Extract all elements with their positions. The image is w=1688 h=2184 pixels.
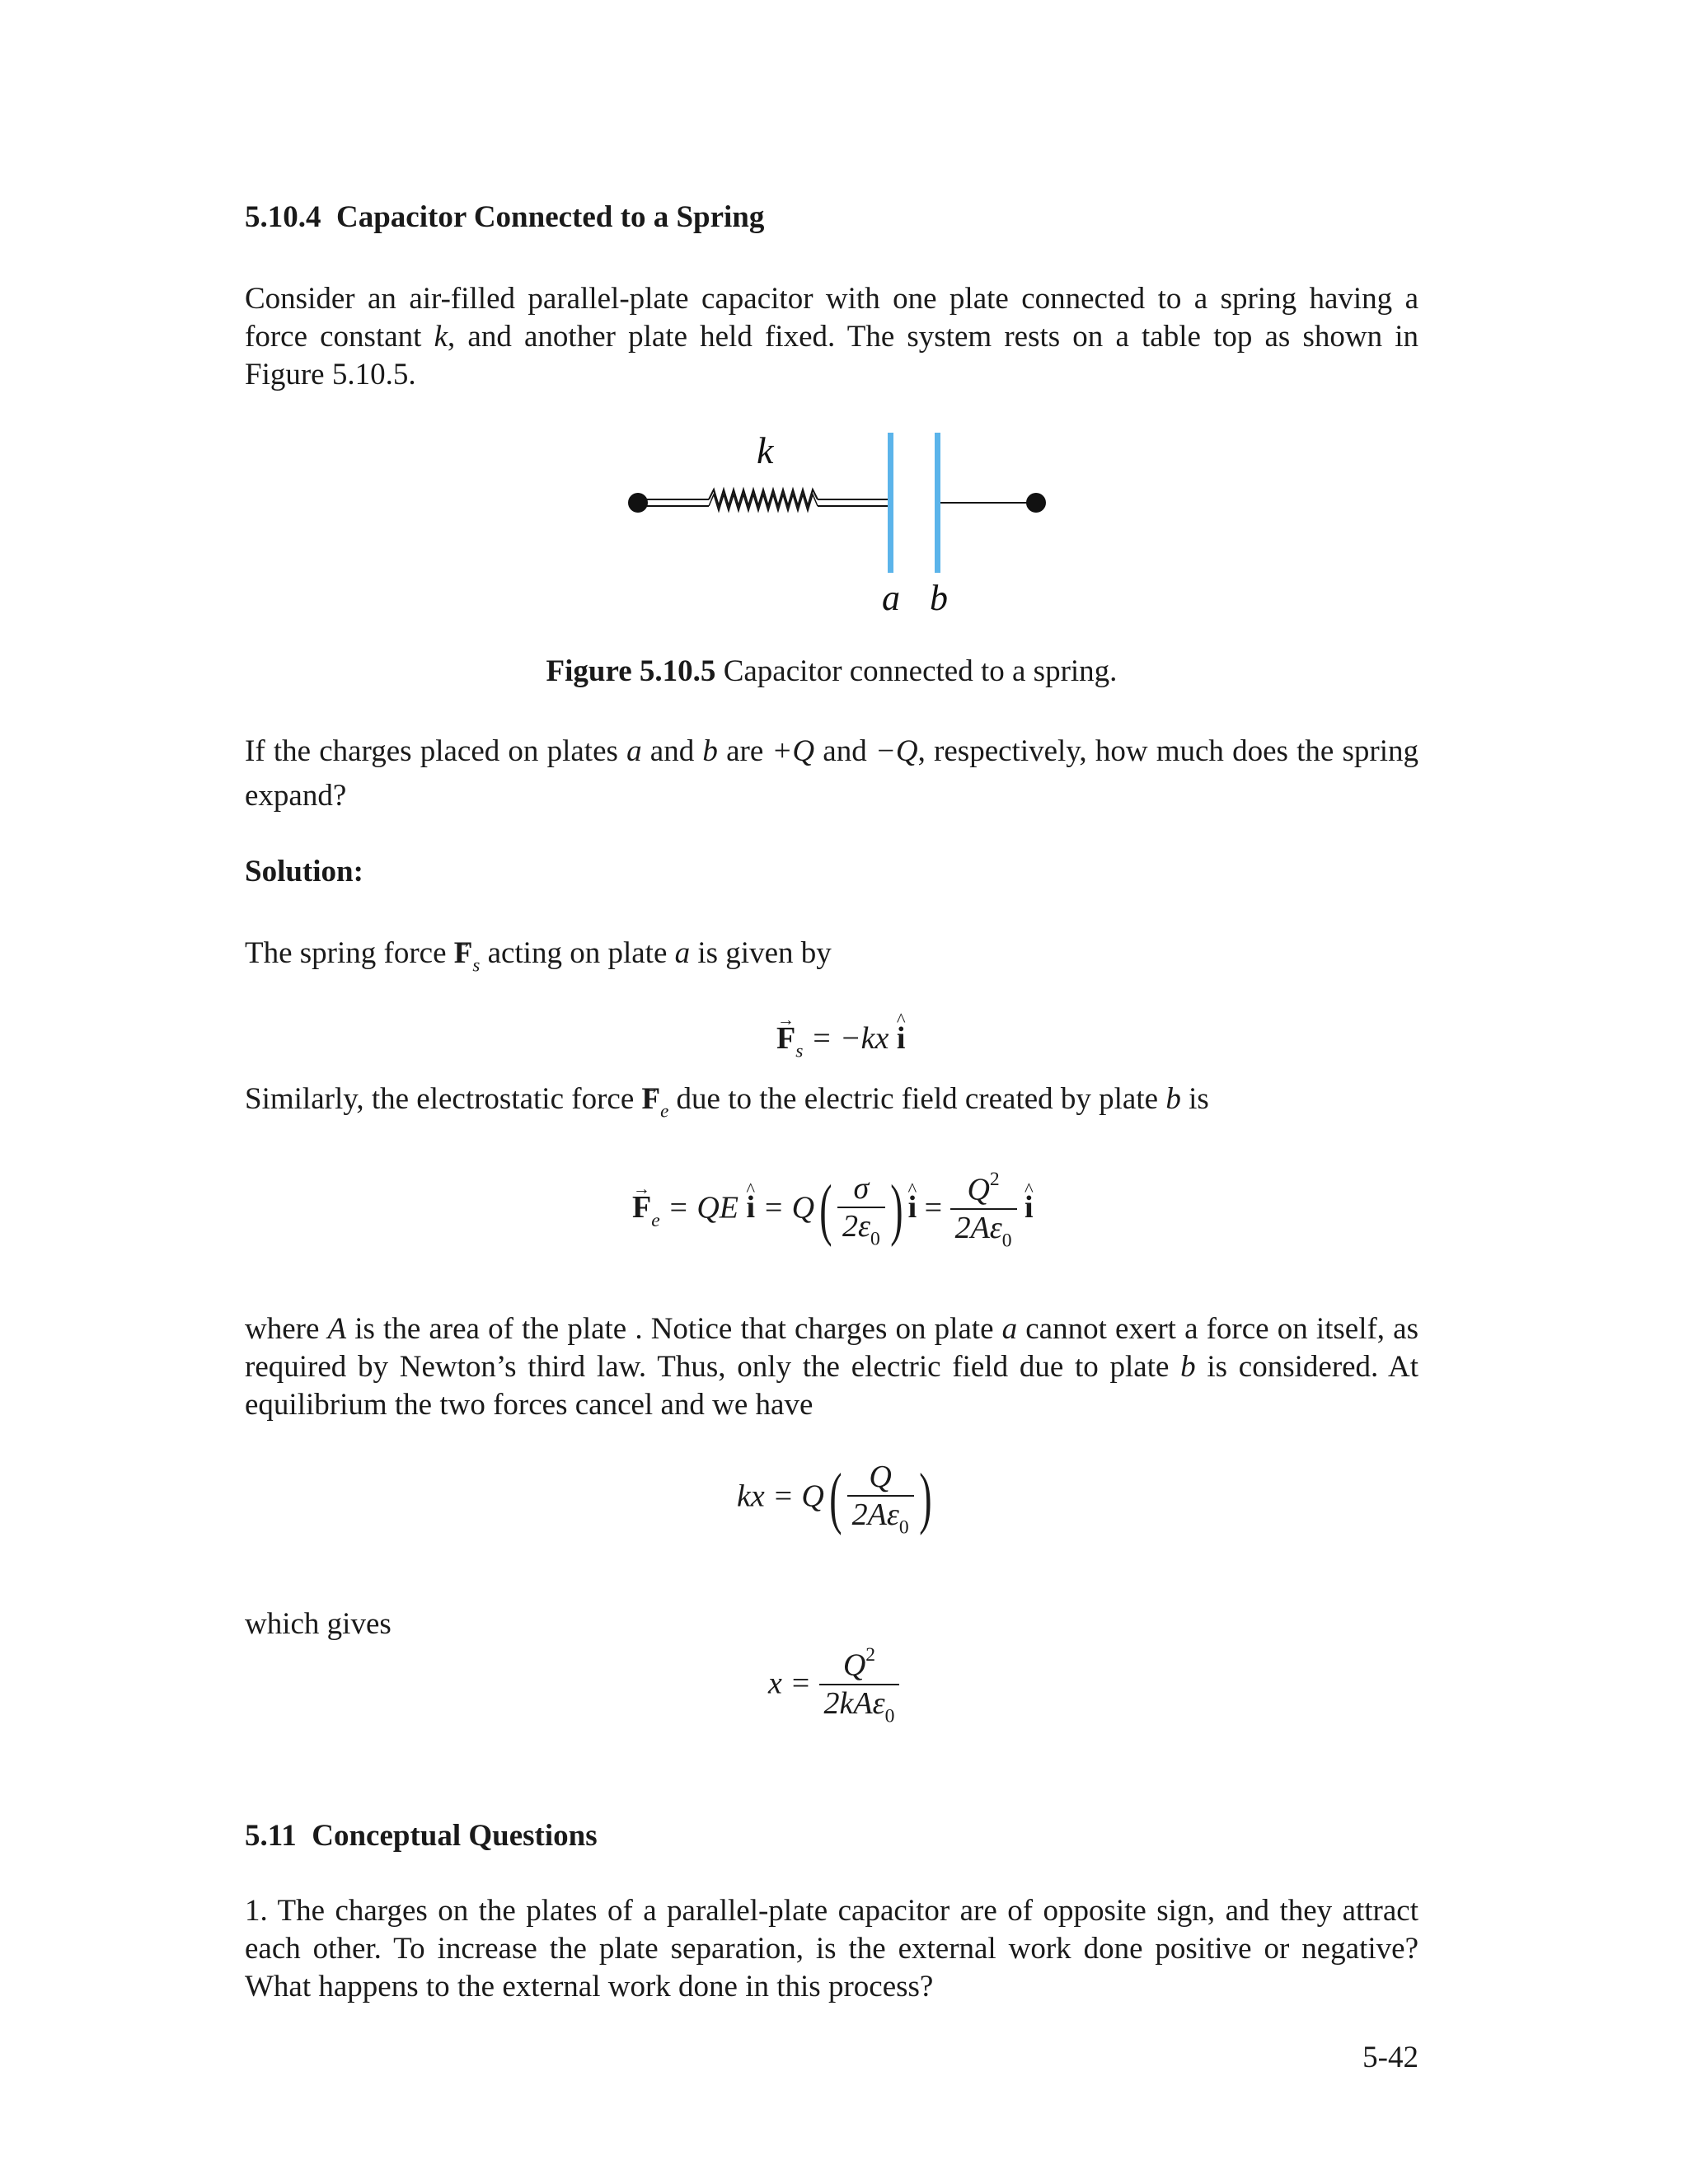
sf-text-1: The spring force bbox=[245, 936, 454, 970]
eq4-zero: 0 bbox=[884, 1705, 895, 1727]
right-anchor-dot bbox=[1026, 493, 1046, 513]
eq4-frac bbox=[819, 1644, 900, 1727]
sf-F: → F bbox=[454, 935, 473, 972]
spring-label-k: k bbox=[757, 429, 774, 471]
eq2-i3: ^ i bbox=[1025, 1189, 1034, 1226]
q-text-2: and bbox=[641, 734, 703, 768]
plate-b-label: b bbox=[930, 578, 948, 618]
eq2-frac1 bbox=[837, 1170, 885, 1251]
conceptual-heading bbox=[245, 1818, 598, 1854]
plate-a-label: a bbox=[882, 578, 900, 618]
q-b: b bbox=[702, 734, 718, 768]
page-number: 5-42 bbox=[1362, 2041, 1418, 2074]
eq4-num: Q bbox=[842, 1647, 866, 1683]
equation-result bbox=[768, 1644, 899, 1727]
wh-b: b bbox=[1180, 1350, 1196, 1384]
eq2-zero1: 0 bbox=[870, 1228, 880, 1250]
where-paragraph bbox=[245, 1310, 1418, 1424]
eq2-mid1: = QE bbox=[659, 1190, 747, 1226]
eq2-e: e bbox=[651, 1209, 660, 1231]
eq3-rparen: ) bbox=[918, 1460, 932, 1536]
eq2-F: → F bbox=[632, 1189, 651, 1226]
caption-text: Capacitor connected to a spring. bbox=[715, 654, 1118, 688]
plate-b bbox=[935, 433, 940, 573]
eq1-F: → F bbox=[776, 1020, 795, 1057]
eq2-Q: Q bbox=[967, 1172, 990, 1207]
eq4-sq: 2 bbox=[865, 1644, 876, 1666]
el-text-1: Similarly, the electrostatic force bbox=[245, 1082, 642, 1116]
eq3-frac bbox=[847, 1459, 914, 1540]
el-sub-e: e bbox=[660, 1100, 669, 1122]
page bbox=[245, 0, 1418, 2184]
plate-a bbox=[888, 433, 893, 573]
q-a: a bbox=[626, 734, 642, 768]
wh-text-3: cannot exert a force on itself, as required by Newton’s third law. Thus, only the electric field due to plate bbox=[245, 1312, 1418, 1384]
eq2-sigma: σ bbox=[837, 1170, 885, 1208]
el-b: b bbox=[1165, 1082, 1181, 1116]
equation-electrostatic-force: → $F_e$ = QE ^ i = Q( $\frac{\sigma}{2\varepsilon_0}$ )^ i = $\frac{Q^2}{2A\varepsilon_0}$ ^ i bbox=[632, 1169, 1034, 1252]
wh-text-2: is the area of the plate . Notice that charges on plate bbox=[346, 1312, 1002, 1346]
eq2-i2: ^ i bbox=[908, 1189, 917, 1226]
conceptual-question-1: 1. The charges on the plates of a parallel-plate capacitor are of opposite sign, and they attract each other. To increase the plate separation, is the external work done positive or negative? What happens to the external work done in this process? bbox=[245, 1894, 1418, 2004]
caption-label: Figure 5.10.5 bbox=[546, 654, 716, 688]
solution-label: Solution: bbox=[245, 855, 363, 888]
section-heading bbox=[245, 199, 764, 235]
eq2-two-eps: 2ε bbox=[842, 1208, 870, 1244]
eq4-lhs: x = bbox=[768, 1666, 819, 1701]
electrostatic-sentence bbox=[245, 1080, 1418, 1130]
wh-text-1: where bbox=[245, 1312, 328, 1346]
intro-paragraph bbox=[245, 280, 1418, 394]
wh-A: A bbox=[327, 1312, 347, 1346]
eq2-frac2 bbox=[950, 1169, 1017, 1252]
eq2-sq: 2 bbox=[989, 1169, 1000, 1190]
el-text-3: is bbox=[1180, 1082, 1209, 1116]
q-plus-q: +Q bbox=[771, 734, 815, 768]
sf-text-3: is given by bbox=[690, 936, 832, 970]
capacitor-spring-figure bbox=[612, 420, 1304, 626]
intro-text-1: Consider an air-filled parallel-plate capacitor with one plate connected to a spring having a force constant bbox=[245, 282, 1418, 354]
q-text-4: and bbox=[814, 734, 875, 768]
eq2-rparen: ) bbox=[889, 1171, 903, 1248]
eq4-den: 2kAε bbox=[823, 1685, 885, 1721]
which-gives: which gives bbox=[245, 1607, 392, 1641]
eq1-s: s bbox=[795, 1040, 804, 1062]
conceptual-title: Conceptual Questions bbox=[312, 1819, 598, 1853]
q-minus-q: −Q bbox=[874, 734, 918, 768]
eq3-num: Q bbox=[847, 1459, 914, 1497]
left-anchor-dot bbox=[628, 493, 648, 513]
sf-sub-s: s bbox=[472, 954, 481, 976]
wh-text-4: is considered. At equilibrium the two forces cancel and we have bbox=[245, 1350, 1419, 1422]
eq2-i1: ^ i bbox=[746, 1189, 755, 1226]
el-text-2: due to the electric field created by plate bbox=[668, 1082, 1166, 1116]
q-text-5: , respectively, how much does the spring expand? bbox=[245, 734, 1418, 813]
q-text-3: are bbox=[717, 734, 772, 768]
intro-k: k bbox=[434, 320, 448, 354]
eq3-lparen: ( bbox=[829, 1460, 842, 1536]
question-paragraph bbox=[245, 729, 1418, 818]
eq2-lparen: ( bbox=[819, 1171, 832, 1248]
equation-equilibrium bbox=[737, 1459, 936, 1540]
wh-a: a bbox=[1001, 1312, 1018, 1346]
eq2-twoA-eps: 2Aε bbox=[954, 1210, 1002, 1245]
eq3-zero: 0 bbox=[898, 1516, 909, 1539]
eq1-rhs: = −kx bbox=[803, 1021, 897, 1056]
equation-spring-force bbox=[776, 1020, 905, 1063]
eq2-mid2: = Q bbox=[755, 1190, 815, 1226]
figure-caption bbox=[245, 654, 1418, 689]
sf-text-2: acting on plate bbox=[480, 936, 675, 970]
eq2-zero2: 0 bbox=[1001, 1230, 1012, 1252]
conceptual-number: 5.11 bbox=[245, 1819, 297, 1853]
q-text-1: If the charges placed on plates bbox=[245, 734, 627, 768]
intro-text-2: , and another plate held fixed. The system rests on a table top as shown in Figure 5.10.5. bbox=[245, 320, 1419, 391]
eq1-i: ^ i bbox=[897, 1020, 906, 1057]
eq3-lhs: kx = Q bbox=[737, 1479, 824, 1514]
eq3-den: 2Aε bbox=[851, 1497, 899, 1532]
spring-force-sentence bbox=[245, 935, 1418, 984]
el-F: → F bbox=[642, 1080, 661, 1118]
section-number: 5.10.4 bbox=[245, 200, 321, 234]
sf-a: a bbox=[674, 936, 691, 970]
section-title: Capacitor Connected to a Spring bbox=[336, 200, 765, 234]
